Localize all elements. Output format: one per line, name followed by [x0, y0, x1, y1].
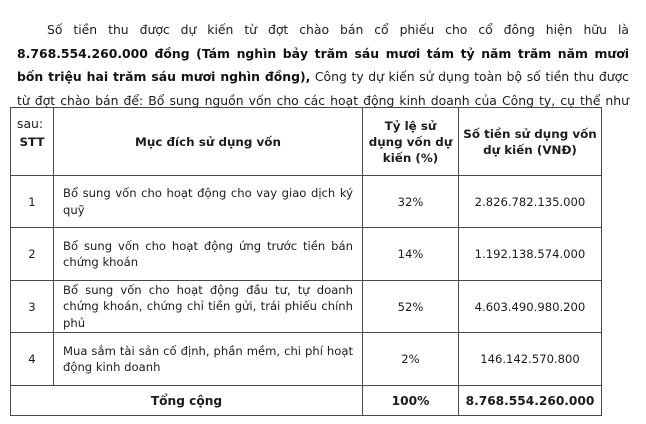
row-percent: 52%	[363, 281, 459, 333]
column-header-stt: STT	[11, 108, 54, 176]
row-purpose-text: Bổ sung vốn cho hoạt động cho vay giao dịch ký quỹ	[63, 186, 353, 217]
row-percent: 2%	[363, 333, 459, 386]
table-row	[11, 281, 602, 333]
row-purpose	[54, 281, 363, 333]
table-header-row	[11, 108, 602, 176]
row-index: 1	[11, 176, 54, 228]
column-header-amount: Số tiền sử dụng vốn dự kiến (VNĐ)	[459, 108, 602, 176]
intro-text-bold-amount: 8.768.554.260.000 đồng (Tám nghìn bảy trăm sáu mươi tám tỷ năm trăm năm mươi bốn triệu hai trăm sáu mươi nghìn đồng),	[17, 45, 629, 85]
row-purpose	[54, 333, 363, 386]
row-purpose-text: Bổ sung vốn cho hoạt động đầu tư, tự doanh chứng khoán, chứng chỉ tiền gửi, trái phiếu chính phủ	[63, 282, 353, 330]
table-row	[11, 333, 602, 386]
row-percent: 14%	[363, 228, 459, 281]
row-index: 2	[11, 228, 54, 281]
row-amount: 146.142.570.800	[459, 333, 602, 386]
row-index: 3	[11, 281, 54, 333]
row-purpose-text: Mua sắm tài sản cố định, phần mềm, chi phí hoạt động kinh doanh	[63, 343, 353, 374]
column-header-purpose: Mục đích sử dụng vốn	[54, 108, 363, 176]
total-amount: 8.768.554.260.000	[459, 386, 602, 416]
column-header-percent: Tỷ lệ sử dụng vốn dự kiến (%)	[363, 108, 459, 176]
row-purpose	[54, 228, 363, 281]
intro-text-part-3: Công ty dự kiến sử dụng toàn bộ số tiền thu được từ đợt chào bán để: Bổ sung nguồn vốn cho các hoạt động kinh doanh của Công ty, cụ thể như sau:	[17, 69, 629, 132]
table-row	[11, 228, 602, 281]
row-amount: 1.192.138.574.000	[459, 228, 602, 281]
table-body	[11, 176, 602, 416]
capital-use-table	[10, 107, 602, 416]
table-header	[11, 108, 602, 176]
total-percent: 100%	[363, 386, 459, 416]
table-total-row	[11, 386, 602, 416]
row-amount: 2.826.782.135.000	[459, 176, 602, 228]
row-index: 4	[11, 333, 54, 386]
row-amount: 4.603.490.980.200	[459, 281, 602, 333]
table-row	[11, 176, 602, 228]
total-label: Tổng cộng	[11, 386, 363, 416]
row-percent: 32%	[363, 176, 459, 228]
intro-text-part-1: Số tiền thu được dự kiến từ đợt chào bán cổ phiếu cho cổ đông hiện hữu là	[47, 22, 629, 38]
row-purpose	[54, 176, 363, 228]
row-purpose-text: Bổ sung vốn cho hoạt động ứng trước tiền bán chứng khoán	[63, 238, 353, 269]
